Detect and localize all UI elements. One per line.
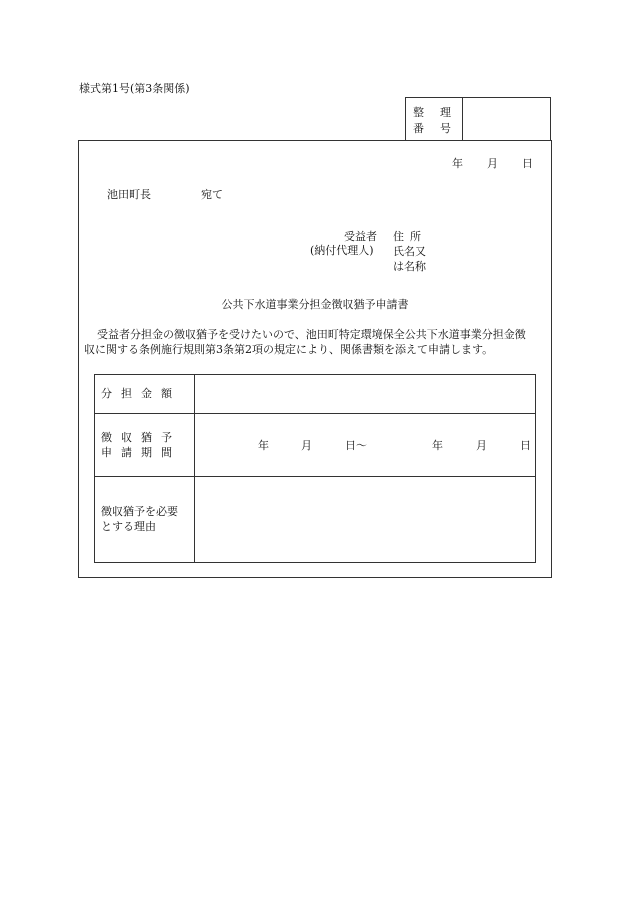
date-day-label: 日 bbox=[522, 157, 533, 170]
period-row-label-line1: 徴収猶予 bbox=[101, 431, 181, 444]
addressee-name: 池田町長 bbox=[107, 188, 151, 201]
period-row-label-line2: 申請期間 bbox=[101, 446, 181, 459]
body-text-line2: 収に関する条例施行規則第3条第2項の規定により、関係書類を添えて申請します。 bbox=[84, 343, 494, 356]
reference-label-line2: 番号 bbox=[413, 122, 467, 135]
amount-row-label: 分担金額 bbox=[101, 387, 181, 400]
form-number: 様式第1号(第3条関係) bbox=[79, 82, 190, 95]
address-label: 住所 bbox=[393, 230, 427, 243]
reference-label-line1: 整理 bbox=[413, 106, 467, 119]
period-start-month-label: 月 bbox=[301, 439, 312, 452]
date-month-label: 月 bbox=[487, 157, 498, 170]
reason-row-label-line1: 徴収猶予を必要 bbox=[101, 505, 178, 518]
document-title: 公共下水道事業分担金徴収猶予申請書 bbox=[221, 298, 409, 311]
proxy-role-label: (納付代理人) bbox=[310, 244, 374, 257]
name-label-line2: は名称 bbox=[393, 260, 426, 273]
body-text-line1: 受益者分担金の徴収猶予を受けたいので、池田町特定環境保全公共下水道事業分担金徴 bbox=[97, 328, 526, 341]
table-row-divider bbox=[95, 413, 535, 414]
applicant-role-label: 受益者 bbox=[344, 230, 377, 243]
application-details-table bbox=[94, 374, 536, 563]
reference-number-box bbox=[405, 97, 551, 141]
addressee-suffix: 宛て bbox=[201, 188, 223, 201]
period-end-year-label: 年 bbox=[432, 439, 443, 452]
period-start-day-label: 日～ bbox=[345, 439, 367, 452]
period-end-month-label: 月 bbox=[476, 439, 487, 452]
name-label-line1: 氏名又 bbox=[393, 245, 426, 258]
reason-row-label-line2: とする理由 bbox=[101, 520, 156, 533]
table-column-divider bbox=[194, 375, 195, 562]
date-year-label: 年 bbox=[452, 157, 463, 170]
period-start-year-label: 年 bbox=[258, 439, 269, 452]
period-end-day-label: 日 bbox=[520, 439, 531, 452]
table-row-divider bbox=[95, 476, 535, 477]
